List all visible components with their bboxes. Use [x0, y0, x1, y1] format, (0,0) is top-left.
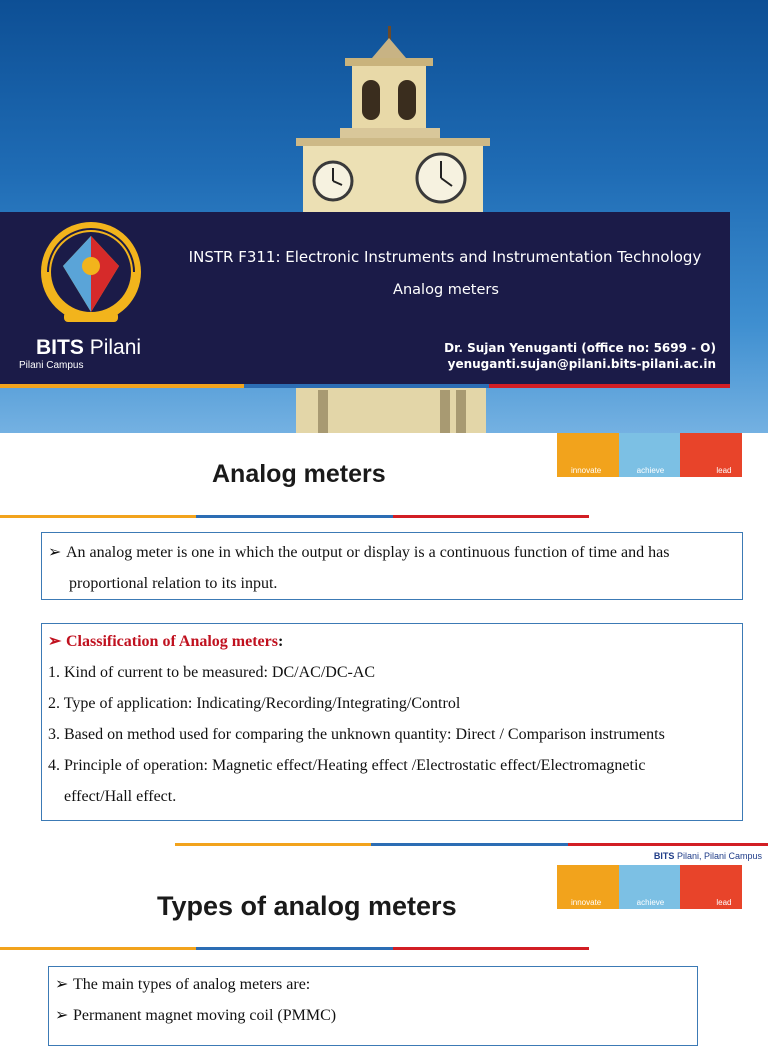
types-bullet-text: Permanent magnet moving coil (PMMC): [73, 1007, 337, 1024]
classification-heading: [48, 626, 742, 657]
campus-label: Pilani Campus: [19, 360, 84, 371]
types-list: [55, 969, 336, 1031]
title-rule-orange: [0, 947, 196, 950]
classification-box: [41, 623, 743, 821]
banner-stripe-red: [489, 384, 730, 388]
definition-line-2: proportional relation to its input.: [69, 575, 278, 592]
course-title: INSTR F311: Electronic Instruments and Instrumentation Technology: [188, 248, 702, 266]
banner-stripe-orange: [0, 384, 244, 388]
title-rule-blue: [196, 947, 393, 950]
brand-bold: BITS: [36, 336, 84, 359]
definition-line-1: An analog meter is one in which the output or display is a continuous function of time and has: [66, 544, 670, 561]
types-bullet-text: The main types of analog meters are:: [73, 976, 311, 993]
tagline-innovate: [557, 433, 619, 477]
classification-item: 3. Based on method used for comparing the unknown quantity: Direct / Comparison instruments: [48, 726, 665, 743]
banner-stripe-blue: [244, 384, 489, 388]
tagline-lead: [680, 433, 742, 477]
bits-logo-icon: [22, 222, 160, 330]
classification-list: [48, 626, 742, 812]
author-email: yenuganti.sujan@pilani.bits-pilani.ac.in: [447, 357, 716, 371]
title-rule-red: [393, 515, 589, 518]
classification-colon: :: [277, 633, 284, 650]
presentation-subtitle: [160, 282, 768, 298]
footer-bold: BITS: [653, 851, 675, 861]
types-of-analog-meters-slide: [0, 845, 768, 1024]
tagline-bar: [557, 865, 742, 909]
tagline-innovate-label: innovate: [571, 466, 602, 475]
tagline-achieve: [619, 865, 681, 909]
arrow-bullet-icon: ➢: [55, 1007, 69, 1024]
tagline-bar: [557, 433, 742, 477]
classification-item: 4. Principle of operation: Magnetic effect/Heating effect /Electrostatic effect/Electromagnetic: [48, 757, 646, 774]
author-name: Dr. Sujan Yenuganti (office no: 5699 - O): [444, 341, 716, 355]
title-rule-blue: [196, 515, 393, 518]
arrow-bullet-icon: ➢: [48, 544, 62, 561]
tagline-lead-label: lead: [716, 466, 732, 475]
tagline-innovate-label: innovate: [571, 898, 602, 907]
slide-title: Analog meters: [212, 460, 386, 488]
brand-regular: Pilani: [89, 336, 142, 359]
tagline-lead: [680, 865, 742, 909]
types-bullet: [55, 969, 336, 1000]
definition-box: [41, 532, 743, 600]
classification-item-continuation: effect/Hall effect.: [64, 788, 177, 805]
slide-title: Types of analog meters: [157, 891, 457, 921]
title-rule-red: [393, 947, 589, 950]
tagline-innovate: [557, 865, 619, 909]
brand-name: [36, 336, 141, 360]
tagline-achieve-label: achieve: [636, 898, 665, 907]
types-box: [48, 966, 698, 1046]
classification-heading-text: Classification of Analog meters: [66, 633, 278, 650]
classification-item: 1. Kind of current to be measured: DC/AC/DC-AC: [48, 664, 376, 681]
campus-footer: [654, 851, 762, 861]
tagline-lead-label: lead: [716, 898, 732, 907]
arrow-bullet-icon: ➢: [48, 633, 62, 650]
subtitle-text: Analog meters: [393, 282, 499, 298]
tagline-achieve-label: achieve: [636, 466, 665, 475]
analog-meters-slide: [0, 433, 768, 845]
title-rule-orange: [0, 515, 196, 518]
tagline-achieve: [619, 433, 681, 477]
types-bullet: [55, 1000, 336, 1031]
arrow-bullet-icon: ➢: [55, 976, 69, 993]
author-info: [444, 340, 716, 372]
title-slide: [0, 0, 768, 433]
footer-regular: Pilani, Pilani Campus: [676, 851, 762, 861]
classification-item: 2. Type of application: Indicating/Recording/Integrating/Control: [48, 695, 461, 712]
definition-text: [48, 537, 669, 599]
